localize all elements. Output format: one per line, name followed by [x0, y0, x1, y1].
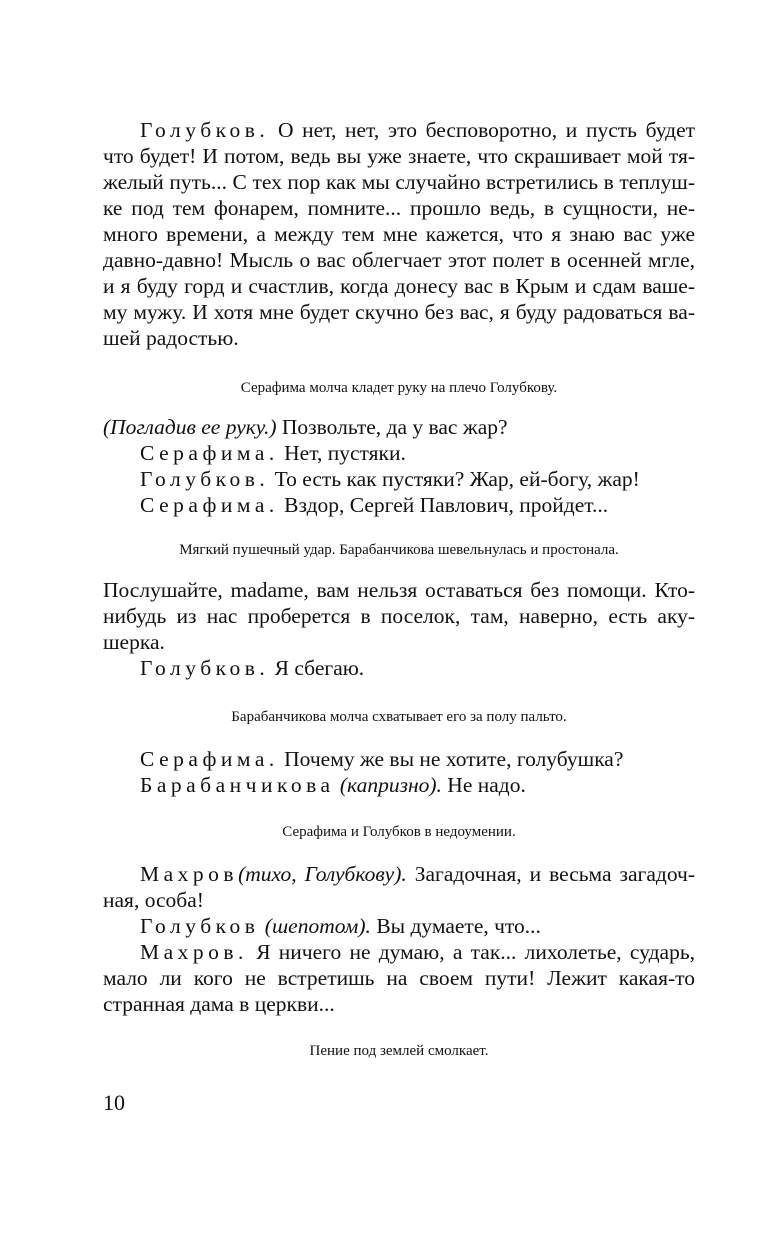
stage-direction: Серафима и Голубков в недоумении.	[282, 824, 516, 840]
speaker-name: Голубков	[140, 914, 260, 938]
stage-direction: Мягкий пушечный удар. Барабанчикова шевельнулась и простонала.	[179, 542, 619, 558]
stage-direction-inline: (шепотом).	[264, 914, 371, 938]
dialogue-line: (Погладив ее руку.) Позвольте, да у вас жар?	[103, 415, 508, 439]
speaker-name: Махров.	[140, 940, 248, 964]
dialogue-line: Серафима. Почему же вы не хотите, голубушка?	[140, 747, 624, 771]
paragraph-line: много времени, а между тем мне кажется, что я знаю вас уже	[103, 222, 695, 246]
book-page	[103, 0, 695, 1241]
stage-direction: Пение под землей смолкает.	[309, 1043, 489, 1059]
speaker-name: Махров	[140, 862, 239, 886]
paragraph-line: что будет! И потом, ведь вы уже знаете, что скрашивает мой тя-	[103, 144, 695, 168]
dialogue-line: Серафима. Вздор, Сергей Павлович, пройдет...	[140, 493, 609, 517]
speaker-name: Голубков.	[140, 118, 270, 142]
speaker-name: Серафима.	[140, 441, 279, 465]
speaker-name: Серафима.	[140, 493, 279, 517]
stage-direction-inline: (капризно).	[339, 773, 442, 797]
paragraph-line: желый путь... С тех пор как мы случайно встретились в теплуш-	[103, 170, 695, 194]
paragraph-line: му мужу. И хотя мне будет скучно без вас, я буду радоваться ва-	[103, 300, 695, 324]
paragraph-line: нибудь из нас проберется в поселок, там, наверно, есть аку-	[103, 604, 695, 628]
page-number: 10	[103, 1090, 125, 1115]
paragraph-line: давно-давно! Мысль о вас облегчает этот полет в осенней мгле,	[103, 248, 695, 272]
dialogue-line: Барабанчикова (капризно). Не надо.	[140, 773, 526, 797]
stage-direction-inline: (тихо, Голубкову).	[238, 862, 407, 886]
paragraph-line: шерка.	[103, 630, 165, 654]
speaker-name: Серафима.	[140, 747, 279, 771]
dialogue-line: странная дама в церкви...	[103, 992, 335, 1016]
stage-direction-inline: (Погладив ее руку.)	[103, 415, 277, 439]
speaker-name: Барабанчикова	[140, 773, 335, 797]
paragraph-line: ке под тем фонарем, помните... прошло ведь, в сущности, не-	[103, 196, 695, 220]
stage-direction: Барабанчикова молча схватывает его за полу пальто.	[231, 709, 567, 725]
paragraph-line: шей радостью.	[103, 326, 239, 350]
dialogue-line: мало ли кого не встретишь на своем пути! Лежит какая-то	[103, 966, 695, 990]
dialogue-line: Голубков. Я сбегаю.	[140, 656, 365, 680]
dialogue-line: Голубков. То есть как пустяки? Жар, ей-богу, жар!	[140, 467, 640, 491]
paragraph-line: Послушайте, madame, вам нельзя оставаться без помощи. Кто-	[103, 578, 695, 602]
dialogue-line: Махров(тихо, Голубкову). Загадочная, и весьма загадоч-	[140, 862, 695, 886]
dialogue-line: Серафима. Нет, пустяки.	[140, 441, 406, 465]
speaker-name: Голубков.	[140, 656, 270, 680]
dialogue-line: Махров. Я ничего не думаю, а так... лихолетье, сударь,	[140, 940, 696, 964]
dialogue-line: Голубков (шепотом). Вы думаете, что...	[140, 914, 541, 938]
stage-direction: Серафима молча кладет руку на плечо Голубкову.	[240, 380, 558, 396]
paragraph-line: и я буду горд и счастлив, когда донесу вас в Крым и сдам ваше-	[103, 274, 695, 298]
paragraph-line: Голубков. О нет, нет, это бесповоротно, и пусть будет	[140, 118, 696, 142]
dialogue-line: ная, особа!	[103, 888, 204, 912]
speaker-name: Голубков.	[140, 467, 270, 491]
